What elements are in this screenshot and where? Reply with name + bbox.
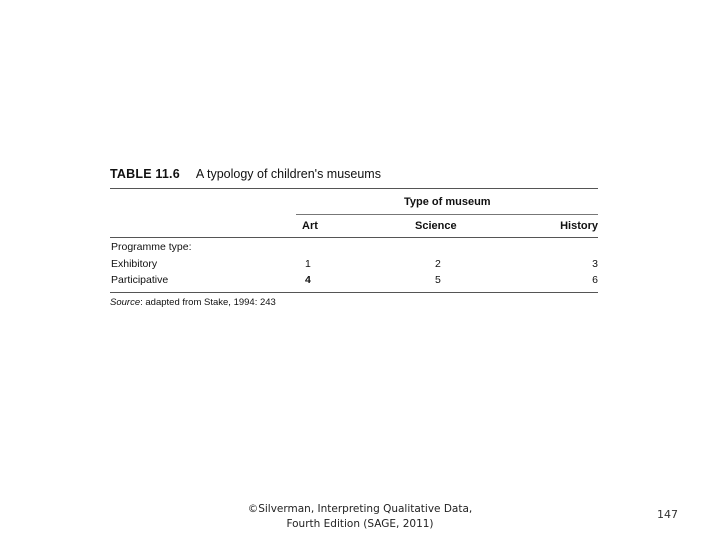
table-row xyxy=(110,258,598,274)
citation-line-1: ©Silverman, Interpreting Qualitative Data, xyxy=(247,503,473,515)
cell-history: 3 xyxy=(592,258,598,270)
row-label: Participative xyxy=(111,274,169,286)
group-label: Programme type: xyxy=(111,241,192,253)
cell-science: 2 xyxy=(435,258,441,270)
cell-history: 6 xyxy=(592,274,598,286)
table-caption xyxy=(110,166,598,182)
column-header-history: History xyxy=(560,220,598,232)
table-bottom-rule xyxy=(110,292,598,293)
spanner-header xyxy=(296,189,598,215)
table-title: A typology of children's museums xyxy=(195,167,381,181)
source-text: : adapted from Stake, 1994: 243 xyxy=(140,297,276,308)
column-header-science: Science xyxy=(415,220,457,232)
source-label: Source xyxy=(110,297,141,308)
footer-citation xyxy=(200,502,520,532)
table-source-note xyxy=(110,297,598,308)
page-number: 147 xyxy=(657,508,678,521)
spanner-header-row xyxy=(110,189,598,215)
cell-art: 4 xyxy=(305,274,311,286)
table-label: TABLE 11.6 xyxy=(110,167,180,181)
table-figure xyxy=(110,166,598,308)
cell-art: 1 xyxy=(305,258,311,270)
citation-line-2: Fourth Edition (SAGE, 2011) xyxy=(286,518,434,530)
table-row xyxy=(110,274,598,290)
table-body xyxy=(110,238,598,292)
column-header-art: Art xyxy=(302,220,318,232)
spanner-header-label: Type of museum xyxy=(404,196,491,208)
cell-science: 5 xyxy=(435,274,441,286)
row-label: Exhibitory xyxy=(111,258,158,270)
column-header-row xyxy=(110,215,598,237)
